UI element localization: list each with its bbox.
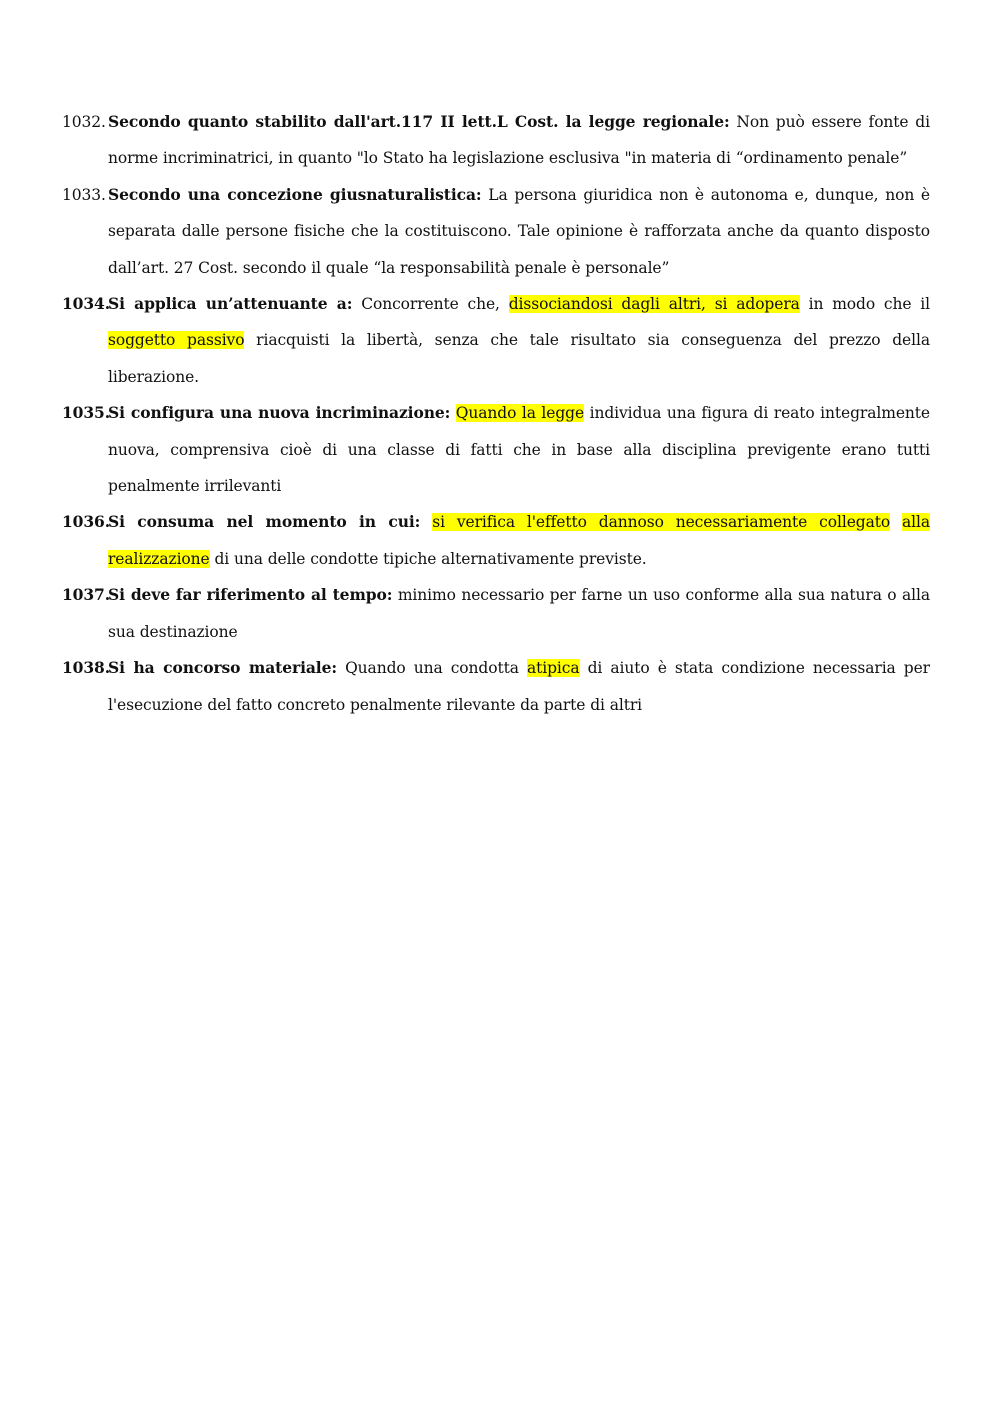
highlighted-text: alla realizzazione — [108, 513, 931, 568]
highlighted-text: Quando la legge — [455, 404, 585, 423]
entry-question: Si ha concorso materiale: — [108, 658, 337, 678]
highlighted-text: soggetto passivo — [108, 331, 245, 350]
answer-text: Non può essere fonte di norme incriminatrici, in quanto "lo Stato ha legislazione esclusiva "in materia di “ordinamento penale” — [108, 113, 930, 168]
answer-text: di aiuto è stata condizione necessaria per l'esecuzione del fatto concreto penalmente rilevante da parte di altri — [108, 659, 930, 714]
question-entry — [62, 395, 930, 504]
answer-text — [890, 513, 902, 531]
entry-number: 1036. — [62, 512, 111, 532]
entry-question: Si applica un’attenuante a: — [108, 294, 353, 314]
answer-text: di una delle condotte tipiche alternativamente previste. — [209, 549, 647, 568]
entry-question: Secondo una concezione giusnaturalistica: — [108, 184, 482, 204]
question-list — [62, 104, 930, 723]
entry-number: 1034. — [62, 294, 111, 314]
question-entry — [62, 177, 930, 286]
highlighted-text: dissociandosi dagli altri, si adopera — [508, 295, 800, 314]
highlighted-text: si verifica l'effetto dannoso necessariamente collegato — [432, 513, 891, 532]
question-entry — [62, 577, 930, 650]
answer-text: riacquisti la libertà, senza che tale risultato sia conseguenza del prezzo della liberazione. — [108, 331, 930, 386]
question-entry — [62, 104, 930, 177]
entry-number: 1033. — [62, 185, 106, 204]
answer-text: La persona giuridica non è autonoma e, dunque, non è separata dalle persone fisiche che la costituiscono. Tale opinione è rafforzata anche da quanto disposto dall’art. 27 Cost. secondo il quale “la responsabilità penale è personale” — [108, 185, 930, 277]
answer-text: Concorrente che, — [361, 295, 509, 314]
entry-question: Si consuma nel momento in cui: — [108, 512, 421, 532]
question-entry — [62, 504, 930, 577]
answer-text: Quando una condotta — [345, 659, 527, 678]
highlighted-text: atipica — [526, 659, 580, 678]
entry-number: 1037. — [62, 585, 111, 605]
answer-text: minimo necessario per farne un uso conforme alla sua natura o alla sua destinazione — [108, 586, 930, 641]
answer-text: in modo che il — [799, 295, 931, 314]
entry-number: 1038. — [62, 658, 111, 678]
entry-question: Si configura una nuova incriminazione: — [108, 403, 451, 423]
answer-text: individua una figura di reato integralmente nuova, comprensiva cioè di una classe di fatti che in base alla disciplina previgente erano tutti penalmente irrilevanti — [108, 404, 930, 496]
entry-question: Si deve far riferimento al tempo: — [108, 585, 393, 605]
entry-number: 1035. — [62, 403, 111, 423]
question-entry — [62, 650, 930, 723]
entry-number: 1032. — [62, 113, 106, 131]
question-entry — [62, 286, 930, 395]
entry-question: Secondo quanto stabilito dall'art.117 II lett.L Cost. la legge regionale: — [108, 112, 730, 131]
